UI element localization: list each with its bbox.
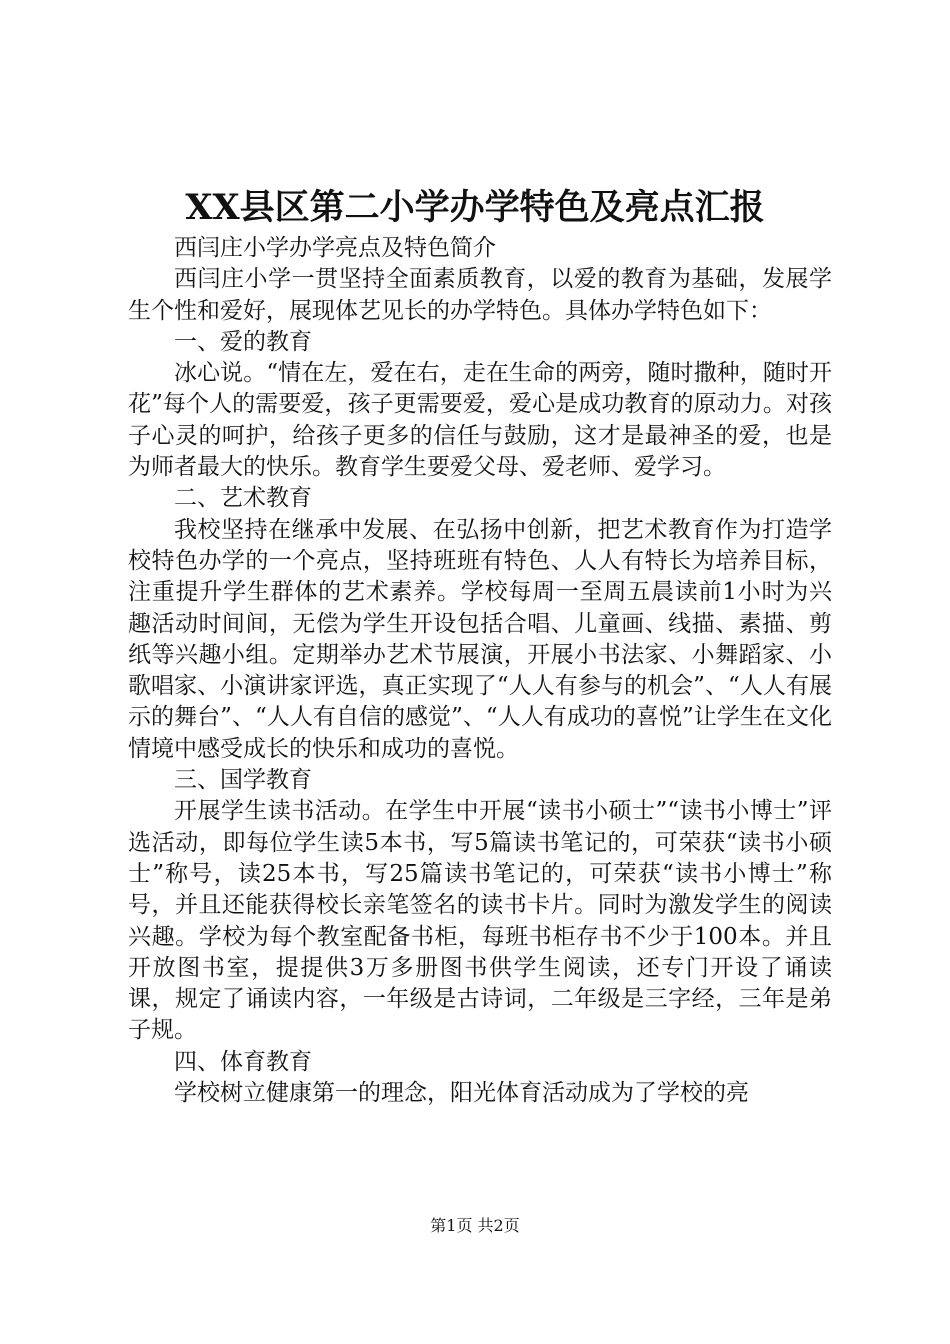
section-heading-art: 二、艺术教育 [174, 485, 312, 512]
document-body [128, 233, 832, 1109]
section-paragraph-love: 冰心说。“情在左，爱在右，走在生命的两旁，随时撒种，随时开花”每个人的需要爱，孩子更需要爱，爱心是成功教育的原动力。对孩子心灵的呵护，给孩子更多的信任与鼓励，这才是最神圣的爱，也是为师者最大的快乐。教育学生要爱父母、爱老师、爱学习。 [128, 360, 832, 481]
intro-paragraph: 西闫庄小学一贯坚持全面素质教育，以爱的教育为基础，发展学生个性和爱好，展现体艺见长的办学特色。具体办学特色如下： [128, 266, 832, 324]
document-title: XX县区第二小学办学特色及亮点汇报 [185, 187, 765, 228]
page-footer: 第1页 共2页 [430, 1216, 520, 1235]
section-paragraph-sports: 学校树立健康第一的理念，阳光体育活动成为了学校的亮 [174, 1080, 749, 1107]
intro-heading: 西闫庄小学办学亮点及特色简介 [174, 235, 496, 261]
section-paragraph-art: 我校坚持在继承中发展、在弘扬中创新，把艺术教育作为打造学校特色办学的一个亮点，坚持班班有特色、人人有特长为培养目标，注重提升学生群体的艺术素养。学校每周一至周五晨读前1小时为兴趣活动时间间，无偿为学生开设包括合唱、儿童画、线描、素描、剪纸等兴趣小组。定期举办艺术节展演，开展小书法家、小舞蹈家、小歌唱家、小演讲家评选，真正实现了“人人有参与的机会”、“人人有展示的舞台”、“人人有自信的感觉”、“人人有成功的喜悦”让学生在文化情境中感受成长的快乐和成功的喜悦。 [128, 516, 832, 762]
section-paragraph-classics: 开展学生读书活动。在学生中开展“读书小硕士”“读书小博士”评选活动，即每位学生读5本书，写5篇读书笔记的，可荣获“读书小硕士”称号，读25本书，写25篇读书笔记的，可荣获“读书小博士”称号，并且还能获得校长亲笔签名的读书卡片。同时为激发学生的阅读兴趣。学校为每个教室配备书柜，每班书柜存书不少于100本。并且开放图书室，提提供3万多册图书供学生阅读，还专门开设了诵读课，规定了诵读内容，一年级是古诗词，二年级是三字经，三年是弟子规。 [128, 798, 832, 1044]
section-heading-love: 一、爱的教育 [174, 328, 312, 355]
section-heading-classics: 三、国学教育 [174, 767, 312, 794]
section-heading-sports: 四、体育教育 [174, 1048, 312, 1075]
